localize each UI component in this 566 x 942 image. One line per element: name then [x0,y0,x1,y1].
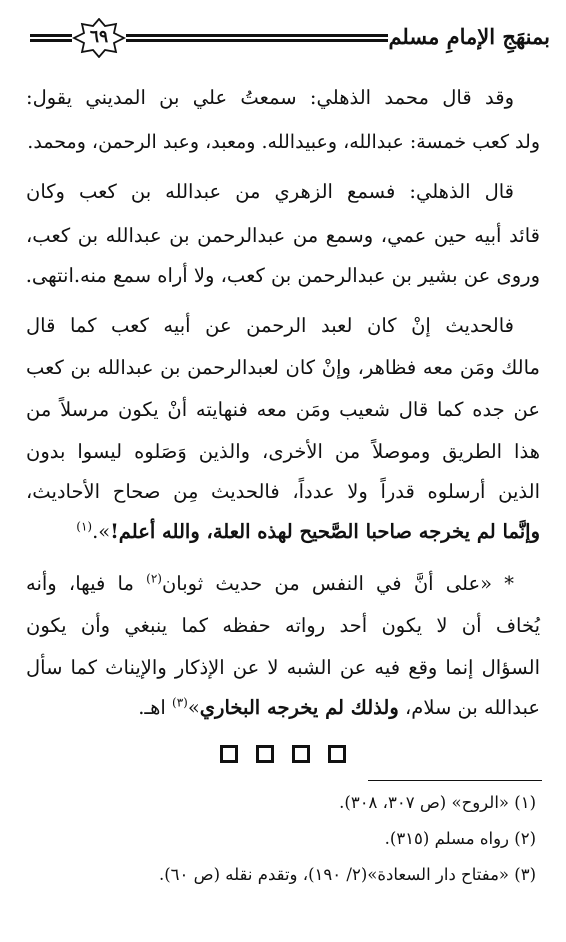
footnote-separator [368,780,542,781]
body-line: ولد كعب خمسة: عبدالله، وعبيدالله. ومعبد، وعبد الرحمن، ومحمد. [27,131,540,153]
footnote-ref: (١) [76,519,93,534]
square-ornament-icon [328,745,346,763]
quote-close: » [187,696,200,719]
body-line: عن جده كما قال شعيب ومَن معه فنهايته أنْ يكون مرسلاً من [26,398,540,421]
plain-text: عبدالله بن سلام، [398,696,540,719]
star-marker: * [504,572,514,595]
square-ornament-icon [256,745,274,763]
running-head-title: بمنهَجِ الإمامِ مسلم [388,24,550,49]
footnote-ref: (٣) [172,695,188,710]
body-line: وقد قال محمد الذهلي: سمعتُ علي بن المديني يقول: [26,86,514,109]
header-double-rule-short [30,34,72,42]
quote-close: ». [92,520,111,543]
footnote-ref: (٢) [146,571,162,586]
body-line: السؤال إنما وقع فيه عن الشبه لا عن الإذكار والإيناث كما سأل [26,656,540,679]
emphasis-text: وإنَّما لم يخرجه صاحبا الصَّحيح لهذه العلة، والله أعلم! [110,520,540,543]
footnote: (٣) «مفتاح دار السعادة»(٢/ ١٩٠)، وتقدم نقله (ص ٦٠). [158,865,536,884]
quote-text-tail: ما فيها، وأنه [26,572,147,595]
body-line: فالحديث إنْ كان لعبد الرحمن عن أبيه كعب كما قال [26,314,514,337]
page-number-badge [72,18,126,58]
body-line: يُخاف أن لا يكون أحد رواته حفظه كما ينبغي وأن يكون [26,614,540,637]
body-line: هذا الطريق وموصلاً من الأخرى، والذين وَصَلوه ليسوا بدون [26,440,540,463]
quote-text: «على أنَّ في النفس من حديث ثوبان [161,572,493,595]
square-ornament-icon [220,745,238,763]
square-ornament-icon [292,745,310,763]
plain-text: اهـ. [138,696,172,719]
page-header [14,18,552,58]
body-line: وروى عن بشير بن عبدالرحمن بن كعب، ولا أراه سمع منه.انتهى. [25,264,540,287]
section-divider [0,745,566,767]
body-line: الذين أرسلوه قدراً ولا عدداً، فالحديث مِن صحاح الأحاديث، [26,480,540,503]
body-line [26,692,540,724]
footnote: (٢) رواه مسلم (٣١٥). [384,829,536,848]
header-double-rule [126,34,388,42]
body-line: قائد أبيه حين عمي، وسمع من عبدالرحمن بن عبدالله بن كعب، [26,224,540,247]
footnote: (١) «الروح» (ص ٣٠٧، ٣٠٨). [339,793,536,812]
body-line: قال الذهلي: فسمع الزهري من عبدالله بن كعب وكان [26,180,514,203]
emphasis-text: ولذلك لم يخرجه البخاري [199,696,399,719]
body-line: مالك ومَن معه فظاهر، وإنْ كان لعبدالرحمن بن عبدالله بن كعب [26,356,540,379]
body-line [26,568,514,600]
body-line [26,516,540,548]
page-number: ٦٩ [89,27,109,47]
